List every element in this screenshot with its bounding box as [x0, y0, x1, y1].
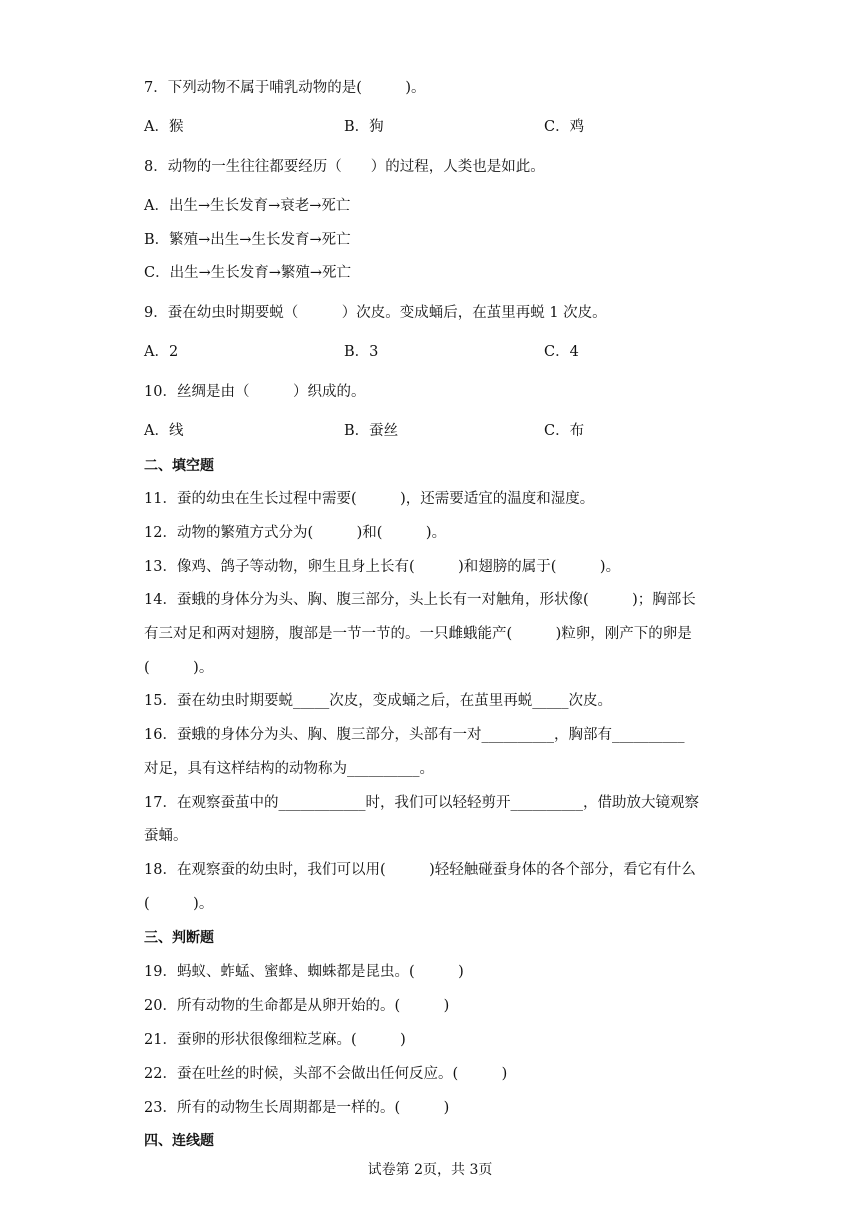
question-7-option-c: C．鸡: [544, 119, 585, 135]
section-2-title: 二、填空题: [144, 458, 214, 474]
question-15: 15．蚕在幼虫时期要蜕_____次皮，变成蛹之后，在茧里再蜕_____次皮。: [144, 693, 612, 709]
question-8-stem: 8．动物的一生往往都要经历（ ）的过程，人类也是如此。: [144, 159, 545, 175]
question-16-line-1: 16．蚕蛾的身体分为头、胸、腹三部分，头部有一对__________，胸部有__________: [144, 727, 685, 743]
question-9-option-a: A．2: [144, 344, 179, 360]
question-17-line-1: 17．在观察蚕茧中的____________时，我们可以轻轻剪开__________，借助放大镜观察: [144, 795, 699, 811]
question-17-line-2: 蚕蛹。: [144, 828, 188, 844]
question-21: 21．蚕卵的形状很像细粒芝麻。( ): [144, 1032, 406, 1048]
question-8-option-b: B．繁殖→出生→生长发育→死亡: [144, 232, 351, 248]
question-14-line-3: ( )。: [144, 660, 214, 676]
section-4-title: 四、连线题: [144, 1133, 214, 1149]
question-22: 22．蚕在吐丝的时候，头部不会做出任何反应。( ): [144, 1066, 508, 1082]
question-10-stem: 10．丝绸是由（ ）织成的。: [144, 384, 366, 400]
section-3-title: 三、判断题: [144, 930, 214, 946]
question-23: 23．所有的动物生长周期都是一样的。( ): [144, 1100, 450, 1116]
page-footer: 试卷第 2页，共 3页: [367, 1162, 493, 1178]
question-16-line-2: 对足，具有这样结构的动物称为__________。: [144, 761, 434, 777]
question-18-line-2: ( )。: [144, 896, 214, 912]
question-8-option-c: C．出生→生长发育→繁殖→死亡: [144, 265, 352, 281]
question-20: 20．所有动物的生命都是从卵开始的。( ): [144, 998, 450, 1014]
question-7-option-a: A．猴: [144, 119, 184, 135]
question-12: 12．动物的繁殖方式分为( )和( )。: [144, 525, 447, 541]
question-11: 11．蚕的幼虫在生长过程中需要( )，还需要适宜的温度和湿度。: [144, 491, 595, 507]
question-14-line-2: 有三对足和两对翅膀，腹部是一节一节的。一只雌蛾能产( )粒卵，刚产下的卵是: [144, 626, 692, 642]
question-10-option-c: C．布: [544, 423, 585, 439]
question-8-option-a: A．出生→生长发育→衰老→死亡: [144, 198, 351, 214]
question-10-option-b: B．蚕丝: [344, 423, 399, 439]
question-13: 13．像鸡、鸽子等动物，卵生且身上长有( )和翅膀的属于( )。: [144, 559, 621, 575]
question-7-option-b: B．狗: [344, 119, 384, 135]
question-14-line-1: 14．蚕蛾的身体分为头、胸、腹三部分，头上长有一对触角，形状像( )；胸部长: [144, 592, 696, 608]
question-19: 19．蚂蚁、蚱蜢、蜜蜂、蜘蛛都是昆虫。( ): [144, 964, 464, 980]
question-9-option-b: B．3: [344, 344, 379, 360]
question-9-stem: 9．蚕在幼虫时期要蜕（ ）次皮。变成蛹后，在茧里再蜕 1 次皮。: [144, 305, 607, 321]
question-10-option-a: A．线: [144, 423, 184, 439]
question-7-stem: 7．下列动物不属于哺乳动物的是( )。: [144, 80, 426, 96]
question-9-option-c: C．4: [544, 344, 579, 360]
question-18-line-1: 18．在观察蚕的幼虫时，我们可以用( )轻轻触碰蚕身体的各个部分，看它有什么: [144, 862, 696, 878]
